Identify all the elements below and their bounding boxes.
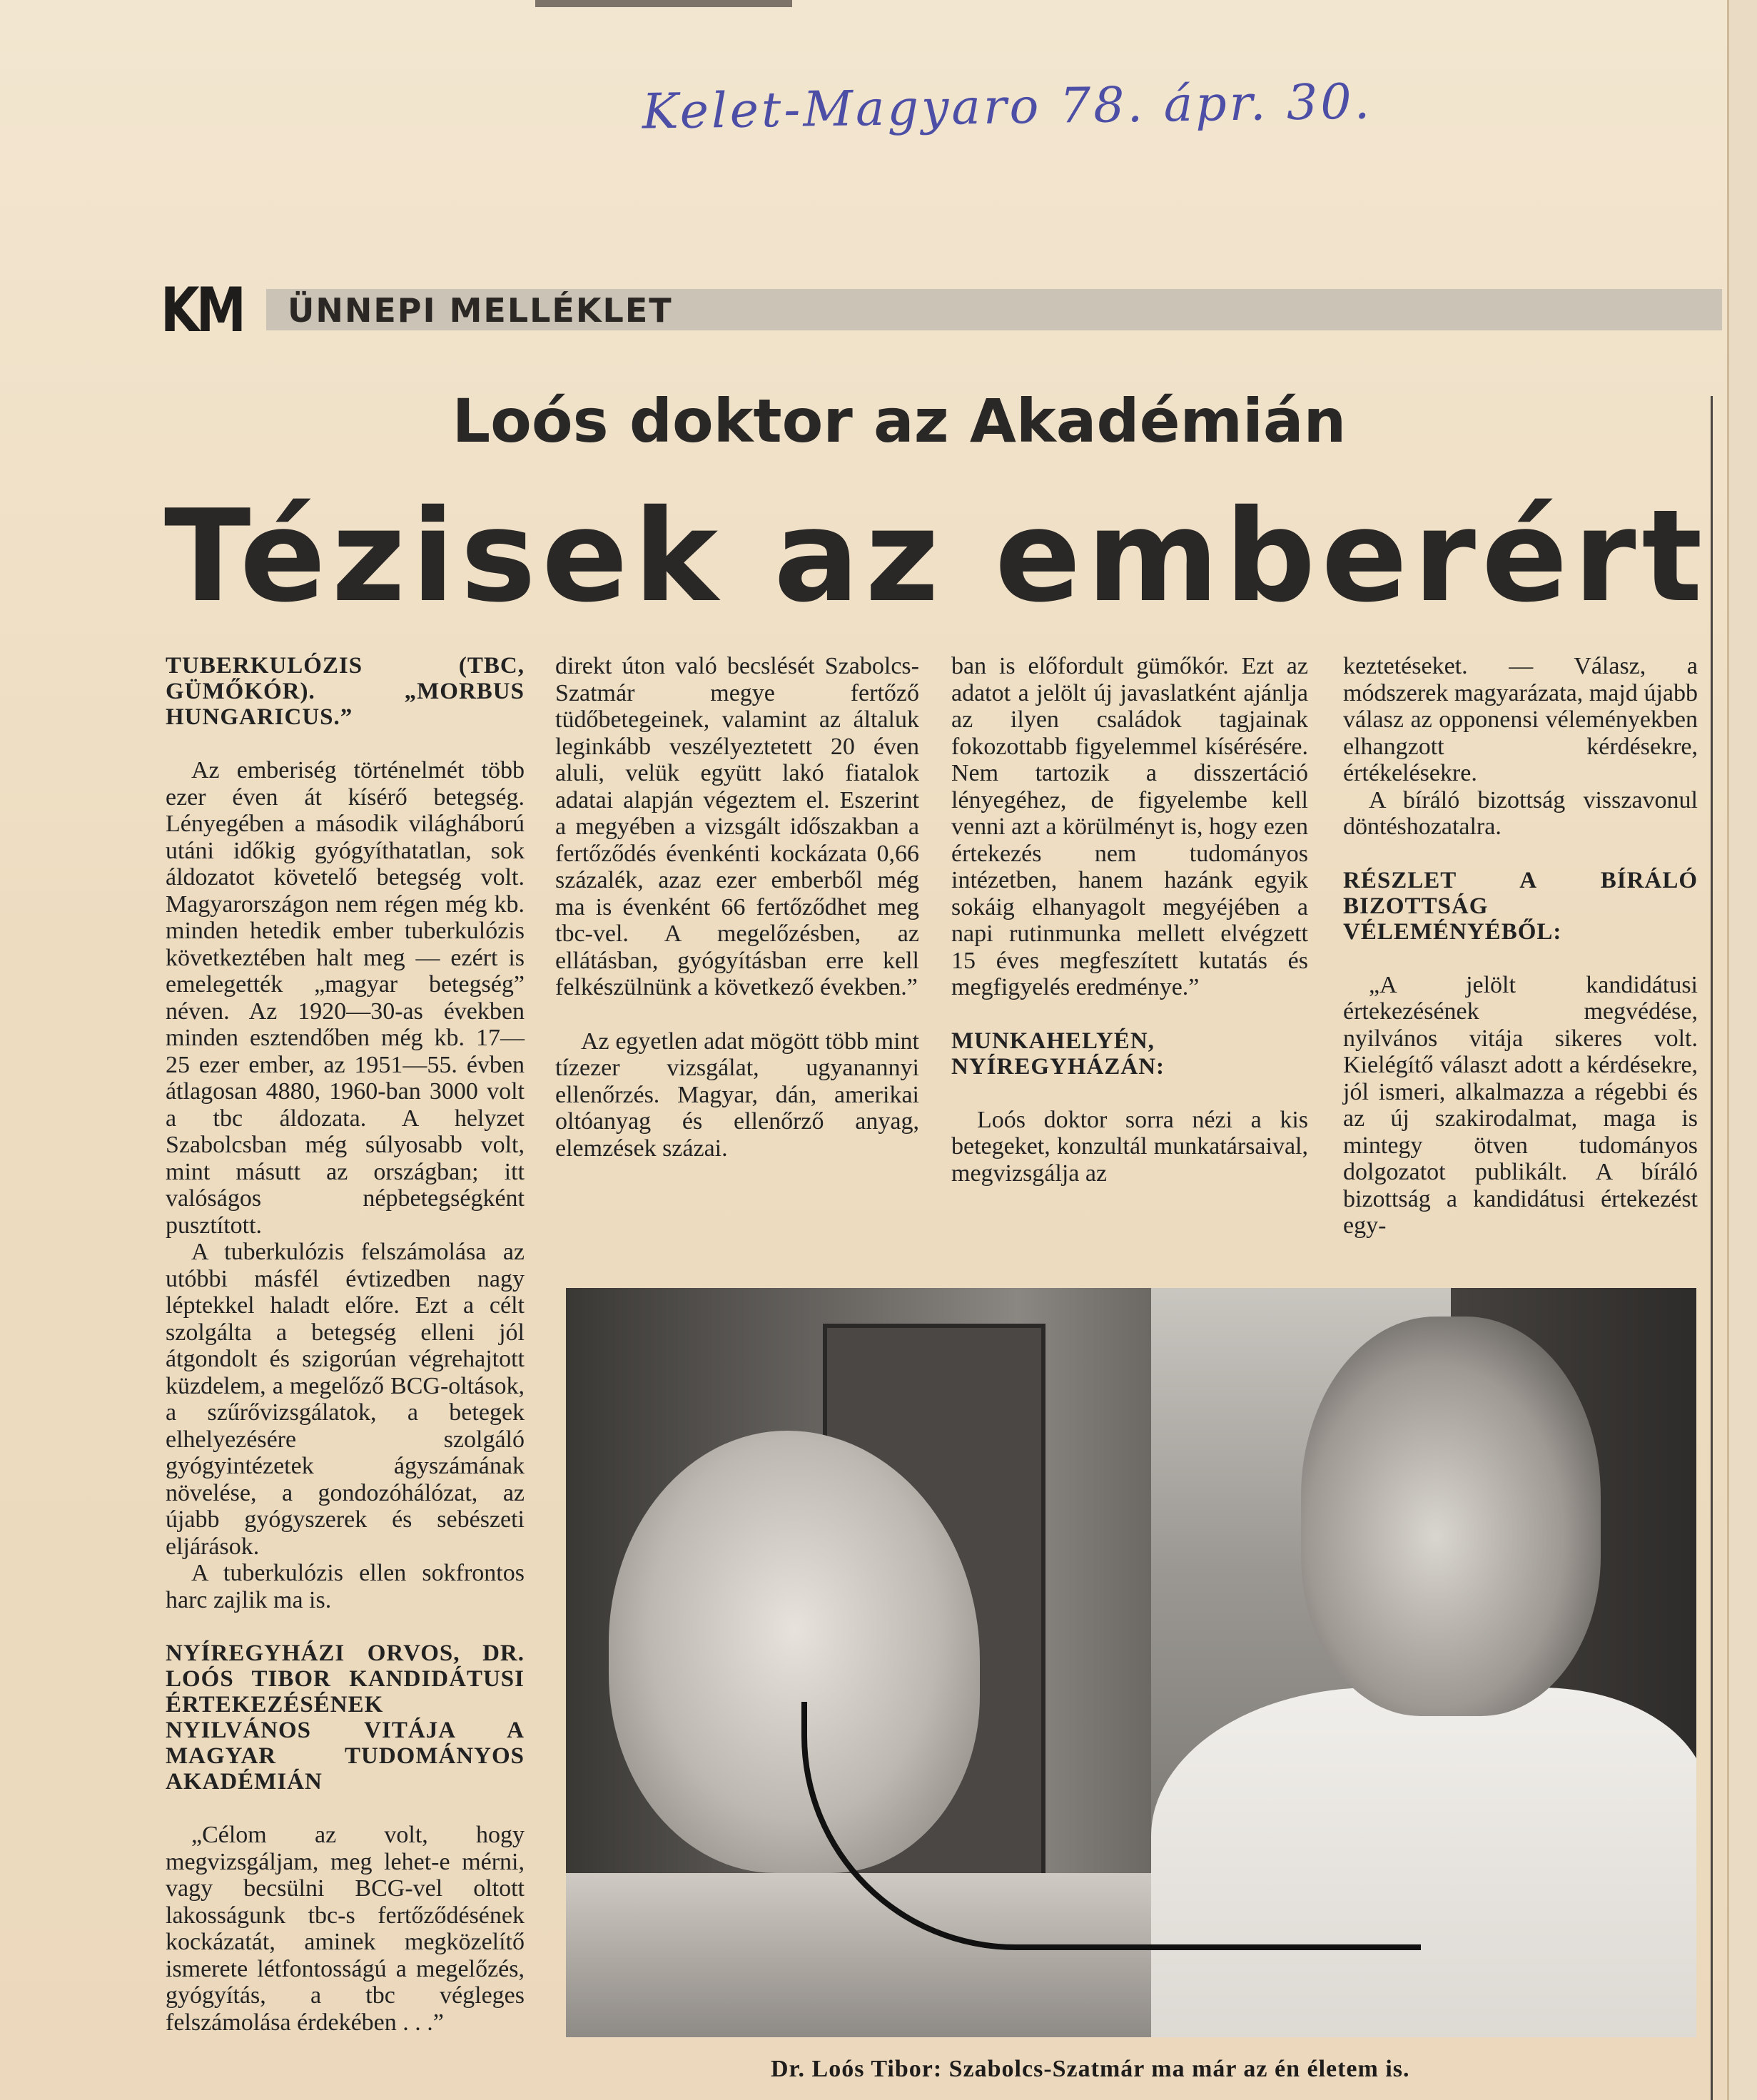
article-column-1: [166, 653, 525, 2036]
article-headline: Tézisek az emberért: [164, 482, 1708, 630]
paragraph: Az egyetlen adat mögött több mint tízezer vizsgálat, ugyanannyi ellenőrzés. Magyar, dán, amerikai oltóanyag és ellenőrző anyag, elemzések százai.: [555, 1028, 919, 1162]
paragraph: Az emberiség történelmét több ezer éven át kísérő betegség. Lényegében a második világháború utáni időkig gyógyíthatatlan, sok áldozatot követelő betegség volt. Magyarországon nem régen még kb. minden hetedik ember tuberkulózis következtében halt meg — ezért is emelegették „magyar betegség” néven. Az 1920—30-as években minden esztendőben még kb. 17—25 ezer ember, az 1951—55. évben átlagosan 4880, 1960-ban 3000 volt a tbc áldozata. A helyzet Szabolcsban még súlyosabb volt, mint másutt az országban; itt valóságos népbetegségként pusztított.: [166, 757, 525, 1239]
stethoscope-icon: [801, 1702, 1421, 1950]
article-column-2: [555, 653, 919, 1162]
subheading: TUBERKULÓZIS (TBC, GÜMŐKÓR). „MORBUS HUNGARICUS.”: [166, 653, 525, 730]
paragraph: Loós doktor sorra nézi a kis betegeket, konzultál munkatársaival, megvizsgálja az: [951, 1106, 1308, 1187]
article-photo: [566, 1288, 1696, 2037]
subheading: MUNKAHELYÉN, NYÍREGYHÁZÁN:: [951, 1028, 1165, 1080]
photo-caption: Dr. Loós Tibor: Szabolcs-Szatmár ma már az én életem is.: [771, 2056, 1410, 2082]
supplement-header: [161, 275, 1723, 346]
paragraph: keztetéseket. — Válasz, a módszerek magyarázata, majd újabb válasz az opponensi véleményekben elhangzott kérdésekre, értékelésekre.: [1343, 653, 1698, 786]
paragraph: direkt úton való becslését Szabolcs-Szatmár megye fertőző tüdőbetegeinek, valamint az általuk leginkább veszélyeztetett 20 éven aluli, velük együtt lakó fiatalok adatai alapján végeztem el. Eszerint a megyében a vizsgált időszakban a fertőződés évenkénti kockázata 0,66 százalék, azaz ezer emberből még ma is évenként 66 fertőződhet meg tbc-vel. A megelőzésben, az ellátásban, gyógyításban erre kell felkészülnünk a következő években.”: [555, 653, 919, 1000]
photo-doctor: [1301, 1317, 1601, 1716]
subheading: NYÍREGYHÁZI ORVOS, DR. LOÓS TIBOR KANDIDÁTUSI ÉRTEKEZÉSÉNEK NYILVÁNOS VITÁJA A MAGYAR TUDOMÁNYOS AKADÉMIÁN: [166, 1640, 525, 1795]
paragraph: A tuberkulózis ellen sokfrontos harc zajlik ma is.: [166, 1560, 525, 1613]
article-kicker: Loós doktor az Akadémián: [452, 386, 1347, 456]
subheading: RÉSZLET A BÍRÁLÓ BIZOTTSÁG VÉLEMÉNYÉBŐL:: [1343, 867, 1698, 945]
article-column-4: [1343, 653, 1698, 1239]
paragraph: „Célom az volt, hogy megvizsgáljam, meg lehet-e mérni, vagy becsülni BCG-vel oltott lakosságunk tbc-s fertőződésének kockázatát, aminek megközelítő ismerete létfontosságú a megelőzés, gyógyítás, a tbc végleges felszámolása érdekében . . .”: [166, 1822, 525, 2036]
paragraph: A bíráló bizottság visszavonul döntéshozatalra.: [1343, 786, 1698, 840]
section-banner: [266, 289, 1722, 330]
article-column-3: [951, 653, 1308, 1187]
paragraph: A tuberkulózis felszámolása az utóbbi másfél évtizedben nagy léptekkel haladt előre. Ezt a célt szolgálta a betegség elleni jól átgondolt és szigorúan végrehajtott küzdelem, a megelőző BCG-oltások, a szűrővizsgálatok, a betegek elhelyezésére szolgáló gyógyintézetek ágyszámának növelése, a gondozóhálózat, az újabb gyógyszerek és sebészeti eljárások.: [166, 1239, 525, 1560]
column-rule: [1711, 396, 1713, 2100]
section-title: ÜNNEPI MELLÉKLET: [288, 291, 673, 330]
clipping-edge-strip: [535, 0, 792, 7]
km-logo: KM: [161, 275, 243, 346]
handwritten-source-note: Kelet-Magyaro 78. ápr. 30.: [642, 73, 1373, 141]
paragraph: „A jelölt kandidátusi értekezésének megvédése, nyilvános vitája sikeres volt. Kielégítő választ adott a kérdésekre, jól ismeri, alkalmazza a régebbi és az új szakirodalmat, maga is mintegy ötven tudományos dolgozatot publikált. A bíráló bizottság a kandidátusi értekezést egy-: [1343, 971, 1698, 1239]
paragraph: ban is előfordult gümőkór. Ezt az adatot a jelölt új javaslatként ajánlja az ilyen családok tagjainak fokozottabb figyelemmel kísérésére. Nem tartozik a disszertáció lényegéhez, de figyelembe kell venni azt a körülményt is, hogy ezen értekezés nem tudományos intézetben, hanem hazánk egyik sokáig elhanyagolt megyéjében a napi rutinmunka mellett elvégzett 15 éves megfeszített kutatás és megfigyelés eredménye.”: [951, 653, 1308, 1000]
